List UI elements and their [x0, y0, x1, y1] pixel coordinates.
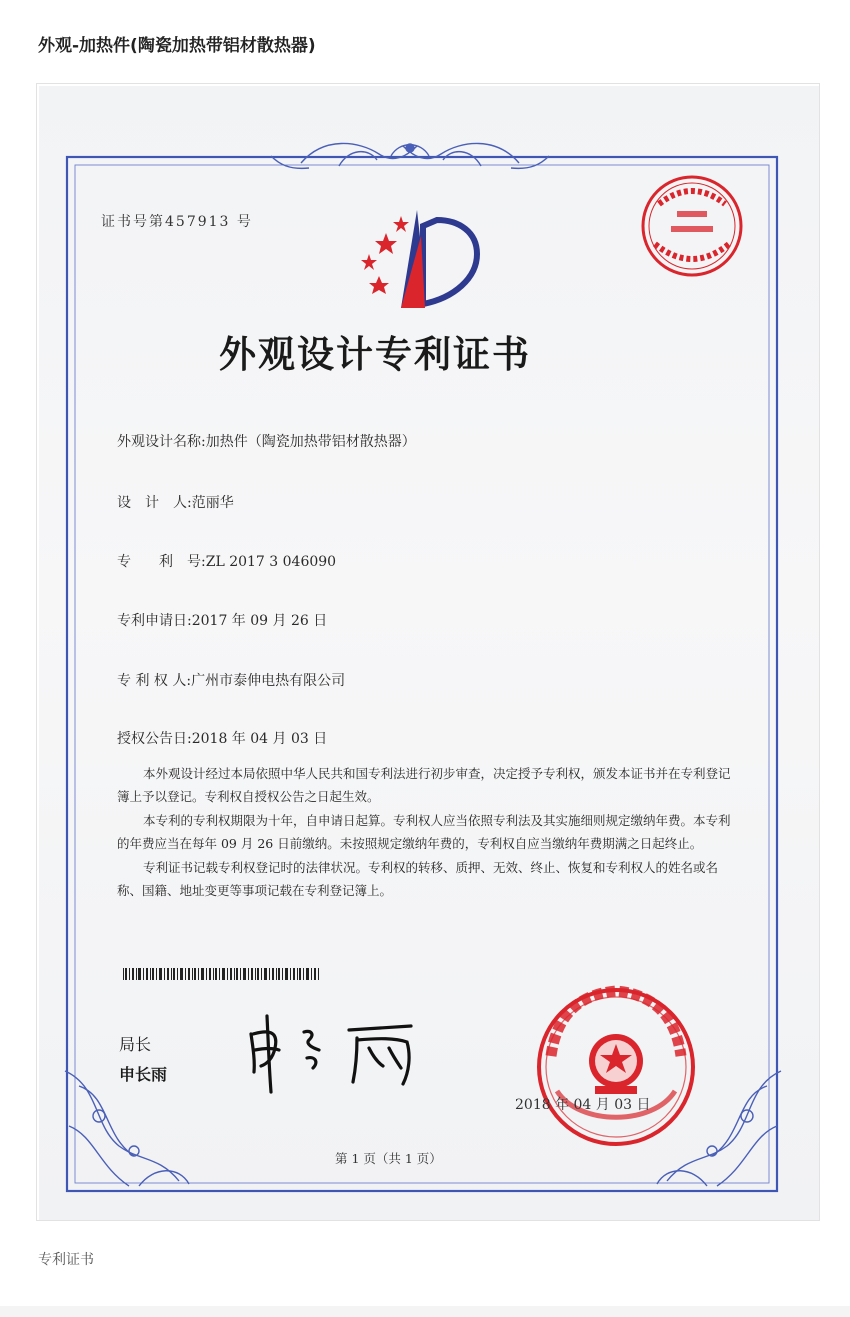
- field-value: 2017 年 09 月 26 日: [191, 613, 328, 629]
- field-application-date: [117, 610, 327, 630]
- body-paragraph: 专利证书记载专利权登记时的法律状况。专利权的转移、质押、无效、终止、恢复和专利权人的姓名或名称、国籍、地址变更等事项记载在专利登记簿上。: [117, 860, 719, 898]
- certificate-photo[interactable]: [36, 83, 820, 1221]
- field-label: 设 计 人:: [117, 495, 192, 511]
- bottom-right-ornament: [657, 1071, 781, 1186]
- field-label: 专 利 权 人:: [117, 673, 192, 689]
- field-label: 外观设计名称:: [117, 434, 206, 450]
- certificate-paper: [39, 86, 819, 1220]
- field-designer: [117, 492, 234, 512]
- field-label: 专利申请日:: [117, 613, 192, 629]
- field-value: ZL 2017 3 046090: [205, 554, 337, 570]
- field-grant-date: [117, 728, 327, 748]
- field-value: 范丽华: [191, 495, 234, 511]
- director-name: 申长雨: [119, 1065, 168, 1084]
- field-value: 2018 年 04 月 03 日: [191, 731, 328, 747]
- field-label: 授权公告日:: [117, 731, 192, 747]
- body-paragraph: 本专利的专利权期限为十年，自申请日起算。专利权人应当依照专利法及其实施细则规定缴纳年费。本专利的年费应当在每年 09 月 26 日前缴纳。未按照规定缴纳年费的，专利权自应当缴纳年费期满之日起终止。: [117, 813, 731, 851]
- bottom-left-ornament: [65, 1071, 189, 1186]
- field-patentee: [117, 670, 345, 690]
- body-paragraph: 本外观设计经过本局依照中华人民共和国专利法进行初步审查，决定授予专利权，颁发本证书并在专利登记簿上予以登记。专利权自授权公告之日起生效。: [117, 766, 731, 804]
- certificate-body: [117, 762, 737, 903]
- page-footer: 第 1 页（共 1 页）: [335, 1151, 442, 1166]
- field-label: 专 利 号:: [117, 554, 206, 570]
- image-caption: 专利证书: [38, 1252, 94, 1268]
- field-patent-number: [117, 551, 336, 571]
- certificate-heading: 外观设计专利证书: [219, 333, 531, 376]
- patent-office-seal-icon: [539, 990, 693, 1144]
- director-title: 局长: [119, 1035, 152, 1054]
- director-signature: [251, 1016, 411, 1092]
- patent-office-emblem-icon: [361, 210, 477, 308]
- field-design-name: [117, 431, 416, 451]
- field-value: 加热件（陶瓷加热带铝材散热器）: [205, 434, 416, 450]
- page-title: 外观-加热件(陶瓷加热带铝材散热器): [38, 36, 316, 56]
- tax-seal-icon: [643, 177, 741, 275]
- field-value: 广州市泰伸电热有限公司: [191, 673, 346, 689]
- certificate-decoration: [39, 86, 819, 1220]
- issue-date: 2018 年 04 月 03 日: [515, 1097, 651, 1113]
- barcode-icon: [123, 968, 319, 980]
- certificate-number: 证书号第457913 号: [101, 214, 253, 230]
